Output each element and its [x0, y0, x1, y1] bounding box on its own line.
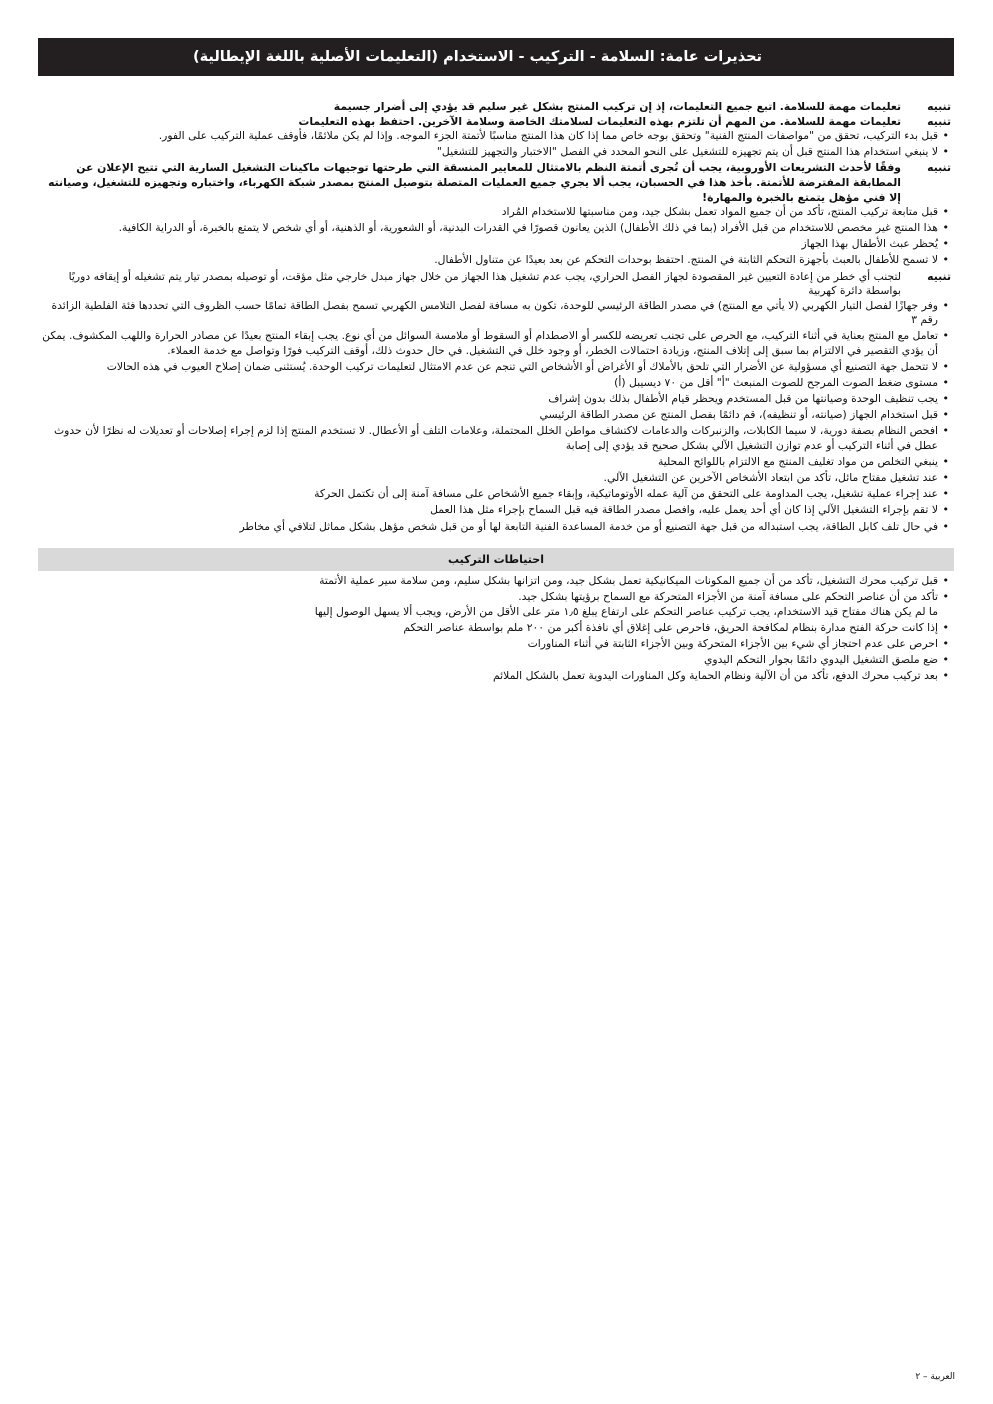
page-footer: العربية – ٢	[915, 1372, 955, 1382]
list-item-continuation: ما لم يكن هناك مفتاح قيد الاستخدام، يجب تركيب عناصر التحكم على ارتفاع يبلغ ١٫٥ متر على الأقل من الأرض، ويجب ألا يسهل الوصول إليها	[314, 604, 938, 618]
page-title: تحذيرات عامة: السلامة - التركيب - الاستخدام (التعليمات الأصلية باللغة الإيطالية)	[192, 49, 762, 65]
warning-text: لتجنب أي خطر من إعادة التعيين غير المقصودة لجهاز الفصل الحراري، يجب عدم تشغيل هذا الجهاز من خلال جهاز مبدل خارجي مثل مؤقت، أو توصيله بمصدر تيار يتم تشغيله أو إيقافه دوريًا بواسطة دائرة كهربية	[68, 269, 901, 298]
warning-text: تعليمات مهمة للسلامة. من المهم أن تلتزم بهذه التعليمات لسلامتك الخاصة وسلامة الآخرين. احتفظ بهذه التعليمات	[298, 114, 901, 128]
list-item: • لا تسمح للأطفال بالعبث بأجهزة التحكم الثابتة في المنتج. احتفظ بوحدات التحكم عن بعد بعيدًا عن متناول الأطفال.	[38, 253, 954, 268]
warning-text: وفقًا لأحدث التشريعات الأوروبية، يجب أن تُجرى أتمتة النظم بالامتثال للمعايير المنسقة التي طرحتها توجيهات ماكينات التشغيل السارية التي تتيح الإعلان عن المطابقة المفترضة للأتمتة. بأخذ هذا في الحسبان، يجب ألا يجري جميع العمليات المتصلة بتوصيل المنتج بمصدر شبكة الكهرباء، واختباره وتجهيزه للتشغيل، وصيانته إلا فني مؤهل يتمتع بالخبرة والمهارة!	[48, 161, 901, 204]
warning-label: تنبيه	[927, 100, 951, 113]
list-item	[38, 590, 954, 619]
list-item: • يُحظر عبث الأطفال بهذا الجهاز	[38, 237, 954, 252]
list-item: • تعامل مع المنتج بعناية في أثناء التركيب، مع الحرص على تجنب تعريضه للكسر أو الاصطدام أو السقوط أو ملامسة السوائل من أي نوع. يجب إبقاء المنتج بعيدًا عن مصادر الحرارة واللهب المكشوف. يمكن أن يؤدي التقصير في الالتزام بما سبق إلى إتلاف المنتج، وزيادة احتمالات الخطر، أو وجود خلل في التشغيل. في حال حدوث ذلك، أوقف التركيب فورًا وتواصل مع خدمة العملاء.	[38, 329, 954, 358]
bullet-list-b	[38, 205, 954, 268]
warning-label: تنبيه	[927, 114, 951, 128]
document-page	[38, 38, 954, 685]
warning-row-2	[38, 115, 954, 130]
document-body	[38, 100, 954, 684]
list-item: • لا تقم بإجراء التشغيل الآلي إذا كان أي أحد يعمل عليه، وافصل مصدر الطاقة فيه قبل السماح بإجراء مثل هذا العمل	[38, 503, 954, 518]
warning-label: تنبيه	[927, 161, 951, 175]
warning-label: تنبيه	[927, 269, 951, 283]
list-item: • ينبغي التخلص من مواد تغليف المنتج مع الالتزام باللوائح المحلية	[38, 455, 954, 470]
list-item: • في حال تلف كابل الطاقة، يجب استبداله من قبل جهة التصنيع أو من خدمة المساعدة الفنية التابعة لها أو من قبل شخص مؤهل بشكل مماثل لتلافي أي مخاطر	[38, 520, 954, 535]
list-item-text: تأكد من أن عناصر التحكم على مسافة آمنة من الأجزاء المتحركة مع السماح برؤيتها بشكل جيد.	[518, 590, 938, 604]
list-item: • إذا كانت حركة الفتح مدارة بنظام لمكافحة الحريق، فاحرص على إغلاق أي نافذة أكبر من ٢٠٠ ملم بواسطة عناصر التحكم	[38, 621, 954, 636]
list-item: • وفر جهازًا لفصل التيار الكهربي (لا يأتي مع المنتج) في مصدر الطاقة الرئيسي للوحدة، تكون به مسافة لفصل التلامس الكهربي تسمح بفصل الطاقة تمامًا حسب الظروف التي تحددها فئة الفلطية الزائدة رقم ٣	[38, 299, 954, 328]
list-item: • احرص على عدم احتجاز أي شيء بين الأجزاء المتحركة وبين الأجزاء الثابتة في أثناء المناورات	[38, 637, 954, 652]
page-title-bar	[38, 38, 954, 76]
list-item: • قبل متابعة تركيب المنتج، تأكد من أن جميع المواد تعمل بشكل جيد، ومن مناسبتها للاستخدام المُراد	[38, 205, 954, 220]
list-item: • لا ينبغي استخدام هذا المنتج قبل أن يتم تجهيزه للتشغيل على النحو المحدد في الفصل "الاختبار والتجهيز للتشغيل"	[38, 145, 954, 160]
list-item: • عند إجراء عملية تشغيل، يجب المداومة على التحقق من آلية عمله الأوتوماتيكية، وإبقاء جميع الأشخاص على مسافة آمنة إلى أن تكتمل الحركة	[38, 487, 954, 502]
installation-list	[38, 574, 954, 684]
warning-row-1	[38, 100, 954, 115]
list-item: • ضع ملصق التشغيل اليدوي دائمًا بجوار التحكم اليدوي	[38, 653, 954, 668]
list-item: • يجب تنظيف الوحدة وصيانتها من قبل المستخدم ويحظر قيام الأطفال بذلك بدون إشراف	[38, 392, 954, 407]
list-item: • بعد تركيب محرك الدفع، تأكد من أن الآلية ونظام الحماية وكل المناورات اليدوية تعمل بالشكل الملائم	[38, 669, 954, 684]
list-item: • عند تشغيل مفتاح مائل، تأكد من ابتعاد الأشخاص الآخرين عن التشغيل الآلي.	[38, 471, 954, 486]
list-item: • قبل تركيب محرك التشغيل، تأكد من أن جميع المكونات الميكانيكية تعمل بشكل جيد، ومن اتزانها بشكل سليم، ومن سلامة سير عملية الأتمتة	[38, 574, 954, 589]
list-item: • لا تتحمل جهة التصنيع أي مسؤولية عن الأضرار التي تلحق بالأملاك أو الأغراض أو الأشخاص التي تنجم عن عدم الامتثال لتعليمات تركيب الوحدة. يُستثنى ضمان إصلاح العيوب في هذه الحالات	[38, 360, 954, 375]
warning-row-3	[38, 161, 954, 205]
bullet-list-c	[38, 299, 954, 534]
list-item: • هذا المنتج غير مخصص للاستخدام من قبل الأفراد (بما في ذلك الأطفال) الذين يعانون قصورًا في القدرات البدنية، أو الشعورية، أو الذهنية، أو أي شخص لا يتمتع بالخبرة، أو الدراية الكافية.	[38, 221, 954, 236]
section-heading-installation: احتياطات التركيب	[38, 548, 954, 571]
warning-row-4	[38, 270, 954, 299]
bullet-list-a	[38, 129, 954, 160]
list-item: • مستوى ضغط الصوت المرجح للصوت المنبعث "أ" أقل من ٧٠ ديسيبل (أ)	[38, 376, 954, 391]
warning-text: تعليمات مهمة للسلامة. اتبع جميع التعليمات، إذ إن تركيب المنتج بشكل غير سليم قد يؤدي إلى أضرار جسيمة	[333, 100, 901, 113]
list-item: • افحص النظام بصفة دورية، لا سيما الكابلات، والزنبركات والدعامات لاكتشاف مواطن الخلل المحتملة، وعلامات التلف أو الأعطال. لا تستخدم المنتج إذا لزم إجراء إصلاحات أو تعديلات له نظرًا لأن حدوث عطل في أثناء التركيب أو عدم توازن التشغيل الآلي بشكل صحيح قد يؤدي إلى إصابة	[38, 424, 954, 453]
list-item: • قبل استخدام الجهاز (صيانته، أو تنظيفه)، قم دائمًا بفصل المنتج عن مصدر الطاقة الرئيسي	[38, 408, 954, 423]
list-item: • قبل بدء التركيب، تحقق من "مواصفات المنتج الفنية" وتحقق بوجه خاص مما إذا كان هذا المنتج مناسبًا لأتمتة الجزء الموجه. وإذا لم يكن ملائمًا، فأوقف عملية التركيب على الفور.	[38, 129, 954, 144]
